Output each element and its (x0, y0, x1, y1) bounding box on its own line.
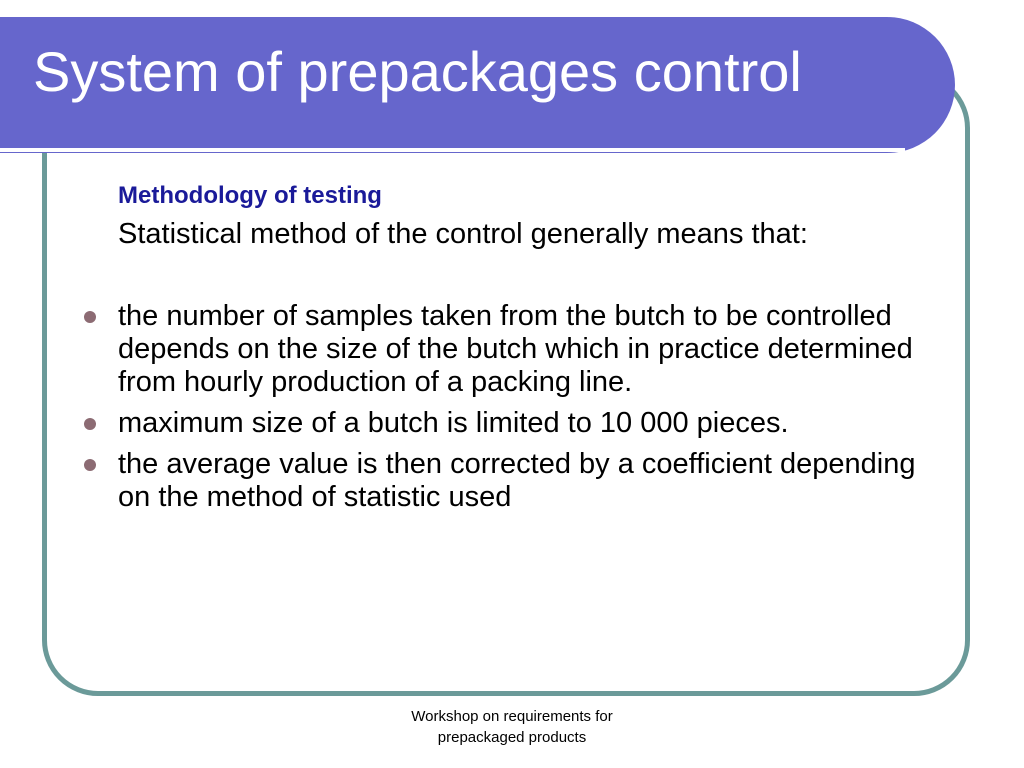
bullet-dot-icon (84, 418, 96, 430)
footer-line-2: prepackaged products (437, 729, 587, 746)
bullet-text: maximum size of a butch is limited to 10 000 pieces. (118, 407, 789, 439)
title-underline (0, 148, 905, 152)
bullet-list (80, 300, 940, 522)
intro-text: Statistical method of the control generally means that: (118, 218, 808, 250)
bullet-text: the number of samples taken from the butch to be controlled depends on the size of the butch which in practice determined from hourly production of a packing line. (118, 300, 913, 398)
bullet-text: the average value is then corrected by a coefficient depending on the method of statistic used (118, 448, 916, 513)
subheading: Methodology of testing (118, 182, 382, 209)
bullet-dot-icon (84, 459, 96, 471)
slide-title: System of prepackages control (33, 40, 802, 103)
bullet-item (80, 448, 940, 514)
footer-line-1: Workshop on requirements for (411, 708, 613, 725)
footer (362, 706, 662, 748)
bullet-item (80, 407, 940, 440)
bullet-dot-icon (84, 311, 96, 323)
bullet-item (80, 300, 940, 399)
